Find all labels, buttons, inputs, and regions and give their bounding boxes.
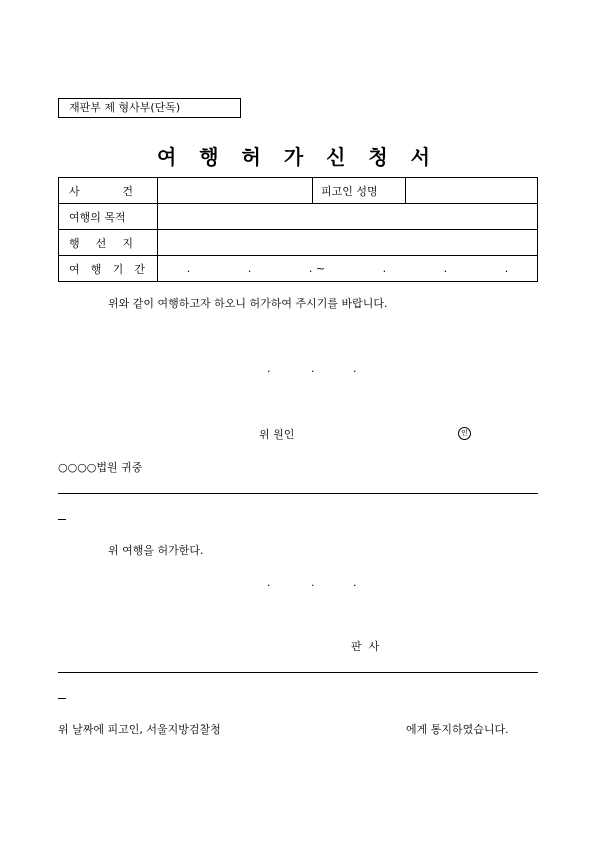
destination-row — [59, 230, 538, 256]
date-mark: . — [353, 362, 357, 375]
period-mark: . — [443, 262, 448, 275]
destination-label — [59, 230, 158, 256]
date-mark: . — [311, 576, 315, 589]
divider-line — [58, 672, 538, 673]
period-label-char-4: 간 — [134, 262, 145, 276]
request-text: 위와 같이 여행하고자 하오니 허가하여 주시기를 바랍니다. — [108, 297, 388, 310]
period-value-cell[interactable] — [158, 256, 538, 282]
purpose-row — [59, 204, 538, 230]
case-label-char-1: 사 — [69, 184, 80, 198]
court-addressee: ○○○○법원 귀중 — [58, 461, 143, 474]
approval-text: 위 여행을 허가한다. — [108, 544, 204, 557]
divider-line — [58, 493, 538, 494]
notice-text-right: 에게 통지하였습니다. — [406, 723, 509, 736]
destination-label-char-2: 선 — [95, 236, 107, 250]
notice-text-left: 위 날짜에 피고인, 서울지방검찰청 — [58, 723, 221, 736]
case-row — [59, 178, 538, 204]
case-label-char-2: 건 — [122, 184, 133, 198]
divider-dash — [58, 519, 66, 520]
period-label-char-2: 행 — [90, 262, 102, 276]
period-mark: . — [382, 262, 387, 275]
period-mark: . ~ — [308, 262, 326, 275]
period-mark: . — [186, 262, 191, 275]
defendant-name-value-cell[interactable] — [406, 178, 538, 204]
judge-label: 판 사 — [351, 640, 380, 653]
period-label-char-1: 여 — [69, 262, 80, 276]
period-label — [59, 256, 158, 282]
department-box: 재판부 제 형사부(단독) — [58, 98, 241, 118]
case-value-cell[interactable] — [158, 178, 313, 204]
seal-icon: 인 — [458, 427, 471, 440]
case-label — [59, 178, 158, 204]
period-mark: . — [247, 262, 252, 275]
date-mark: . — [353, 576, 357, 589]
purpose-value-cell[interactable] — [158, 204, 538, 230]
divider-dash — [58, 698, 66, 699]
applicant-label: 위 원인 — [259, 428, 295, 441]
period-mark: . — [504, 262, 509, 275]
date-mark: . — [267, 362, 271, 375]
date-mark: . — [311, 362, 315, 375]
application-form-table — [58, 177, 538, 282]
destination-label-char-1: 행 — [69, 236, 80, 250]
destination-label-char-3: 지 — [122, 236, 133, 250]
period-row — [59, 256, 538, 282]
defendant-name-label: 피고인 성명 — [313, 178, 406, 204]
document-title: 여 행 허 가 신 청 서 — [156, 145, 439, 169]
destination-value-cell[interactable] — [158, 230, 538, 256]
purpose-label: 여행의 목적 — [59, 204, 158, 230]
period-label-char-3: 기 — [112, 262, 124, 276]
date-mark: . — [267, 576, 271, 589]
